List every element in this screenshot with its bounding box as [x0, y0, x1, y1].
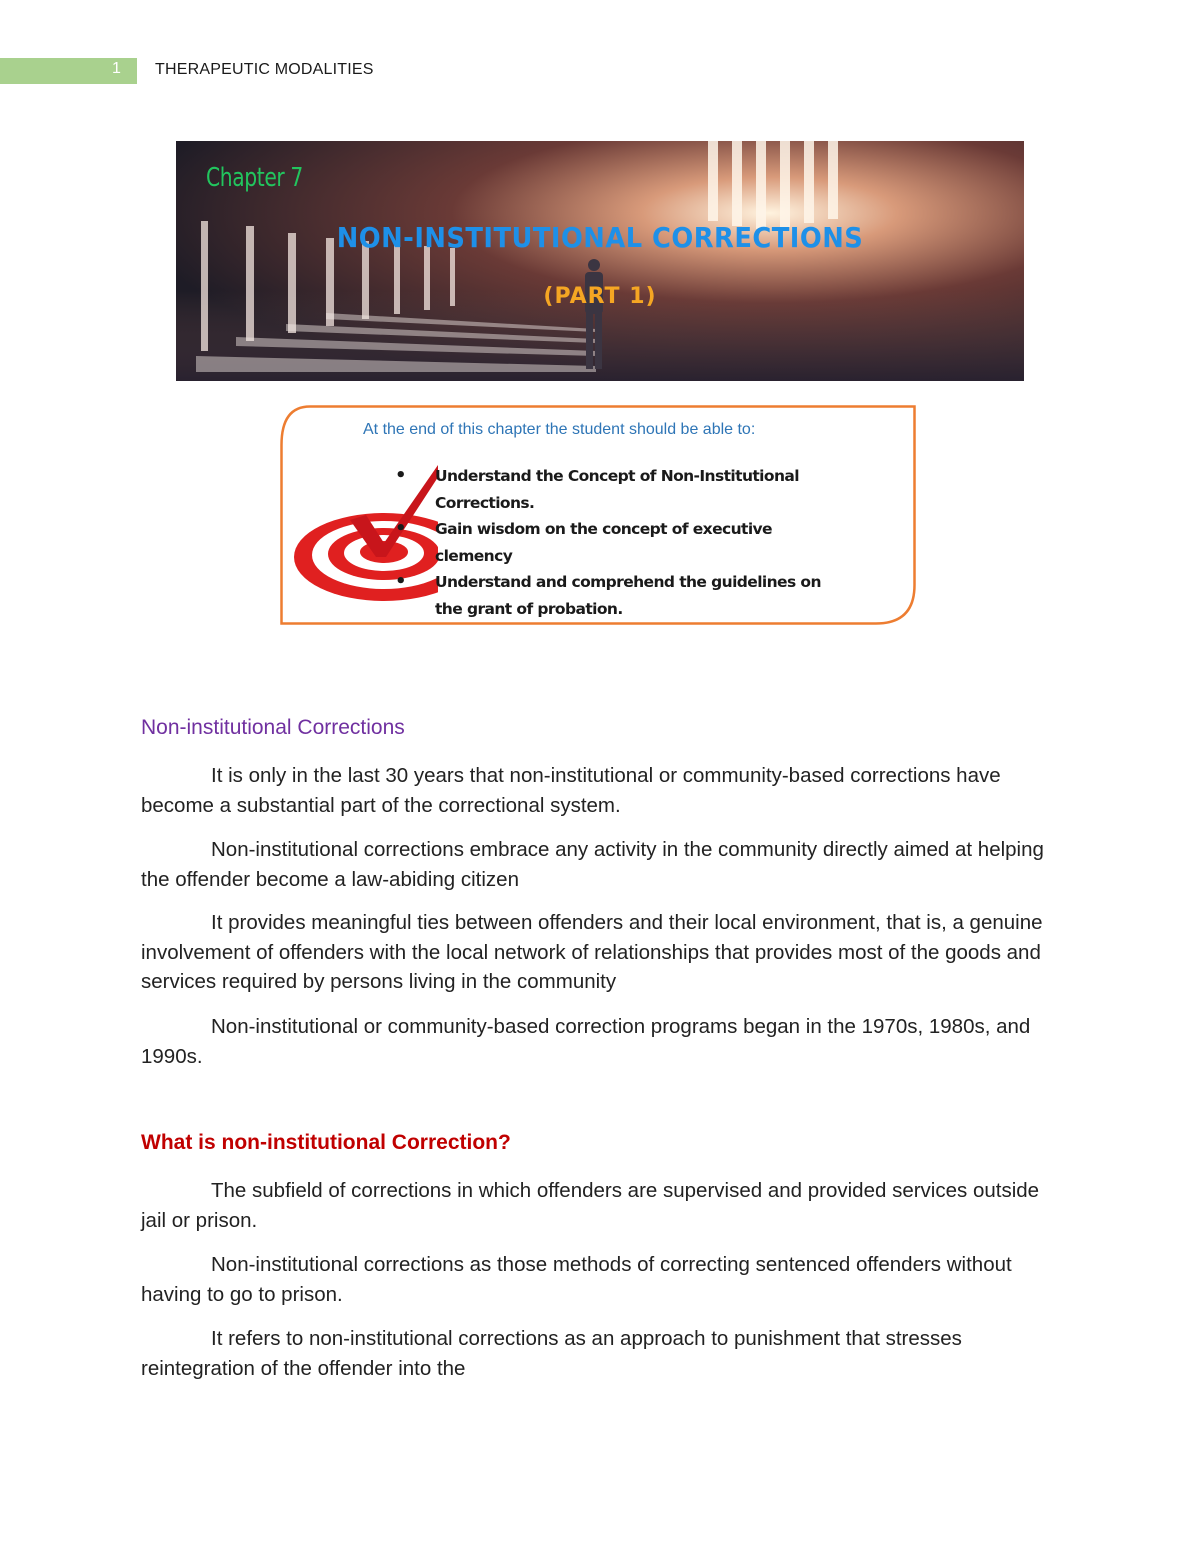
paragraph: Non-institutional or community-based correction programs began in the 1970s, 1980s, and 1990s.: [141, 1015, 1031, 1068]
paragraph: Non-institutional corrections embrace any activity in the community directly aimed at helping the offender become a law-abiding citizen: [141, 838, 1044, 891]
running-title: THERAPEUTIC MODALITIES: [155, 61, 374, 78]
chapter-label: Chapter 7: [206, 163, 303, 193]
paragraph: The subfield of corrections in which offenders are supervised and provided services outside jail or prison.: [141, 1179, 1040, 1232]
objectives-intro: At the end of this chapter the student should be able to:: [363, 421, 756, 438]
objectives-list: [395, 463, 835, 622]
chapter-title: NON-INSTITUTIONAL CORRECTIONS: [336, 221, 864, 254]
paragraph: It is only in the last 30 years that non-institutional or community-based corrections have become a substantial part of the correctional system.: [141, 764, 1001, 817]
section-heading-what-is: What is non-institutional Correction?: [141, 1131, 511, 1154]
prison-corridor-image: [176, 141, 1024, 381]
paragraph: It refers to non-institutional corrections as an approach to punishment that stresses reintegration of the offender into the: [141, 1327, 962, 1380]
objective-item: • Gain wisdom on the concept of executive clemency: [395, 516, 835, 569]
paragraph: Non-institutional corrections as those methods of correcting sentenced offenders without having to go to prison.: [141, 1253, 1012, 1306]
objectives-box: [280, 405, 916, 625]
section-heading-non-institutional-corrections: Non-institutional Corrections: [141, 716, 405, 739]
objective-item: • Understand the Concept of Non-Institutional Corrections.: [395, 463, 835, 516]
paragraph: It provides meaningful ties between offenders and their local environment, that is, a genuine involvement of offenders with the local network of relationships that provides most of the goods and services required by persons living in the community: [141, 911, 1043, 993]
page-number: 1: [112, 60, 121, 77]
chapter-banner: [176, 141, 1024, 381]
objective-item: • Understand and comprehend the guidelines on the grant of probation.: [395, 569, 835, 622]
chapter-subtitle: (PART 1): [543, 284, 657, 309]
